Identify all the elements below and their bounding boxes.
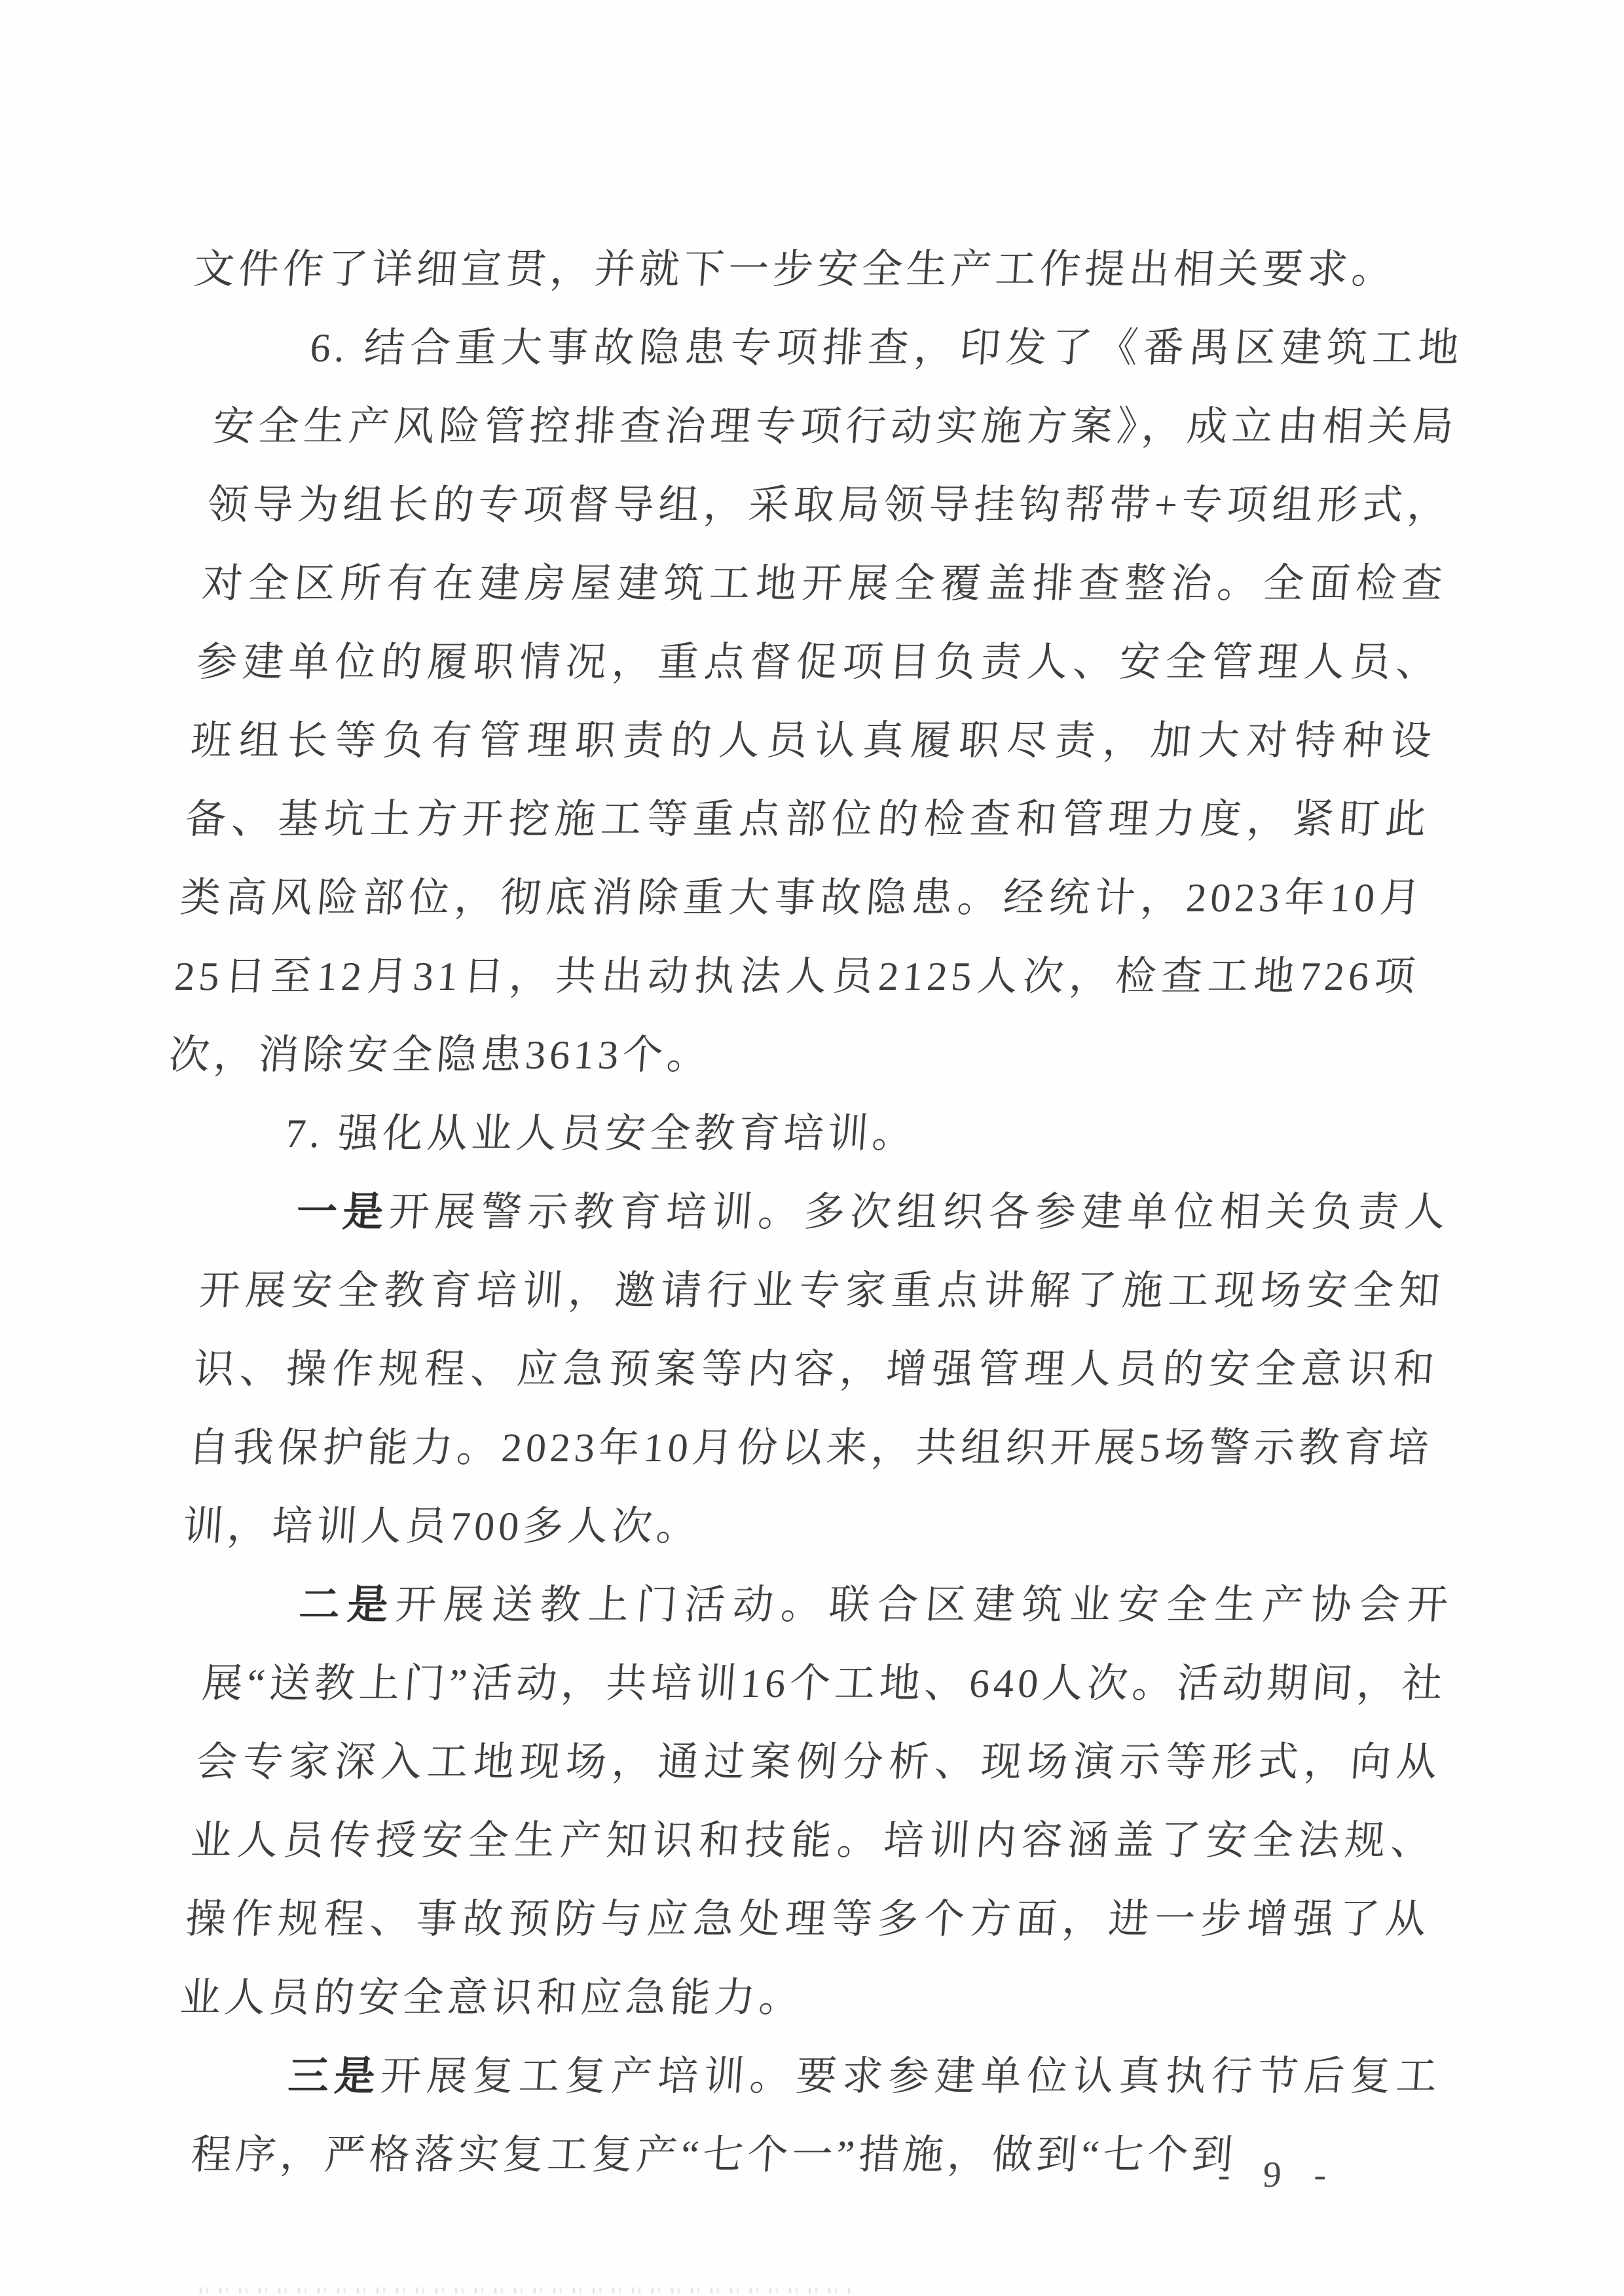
paragraph xyxy=(191,230,1441,309)
text-run: 6. 结合重大事故隐患专项排查，印发了《番禺区建筑工地安全生产风险管控排查治理专项行动实施方案》，成立由相关局领导为组长的专项督导组，采取局领导挂钩帮带+专项组形式，对全区所有在建房屋建筑工地开展全覆盖排查整治。全面检查参建单位的履职情况，重点督促项目负责人、安全管理人员、班组长等负有管理职责的人员认真履职尽责，加大对特种设备、基坑土方开挖施工等重点部位的检查和管理力度，紧盯此类高风险部位，彻底消除重大事故隐患。经统计，2023年10月25日至12月31日，共出动执法人员2125人次，检查工地726项次，消除安全隐患3613个。 xyxy=(167,326,1465,1078)
page-number: - 9 - xyxy=(1217,2155,1339,2195)
emphasis-run: 一是 xyxy=(295,1190,391,1235)
text-run: 开展送教上门活动。联合区建筑业安全生产协会开展“送教上门”活动，共培训16个工地、640人次。活动期间，社会专家深入工地现场，通过案例分析、现场演示等形式，向从业人员传授安全生产知识和技能。培训内容涵盖了安全法规、操作规程、事故预防与应急处理等多个方面，进一步增强了从业人员的安全意识和应急能力。 xyxy=(178,1583,1454,2020)
text-run: 文件作了详细宣贯，并就下一步安全生产工作提出相关要求。 xyxy=(192,247,1398,292)
text-run: 开展警示教育培训。多次组织各参建单位相关负责人开展安全教育培训，邀请行业专家重点讲解了施工现场安全知识、操作规程、应急预案等内容，增强管理人员的安全意识和自我保护能力。2023年10月份以来，共组织开展5场警示教育培训，培训人员700多人次。 xyxy=(181,1190,1451,1549)
paragraph xyxy=(166,309,1466,1095)
paragraph xyxy=(191,1095,1441,1173)
emphasis-run: 二是 xyxy=(297,1583,397,1628)
bottom-cutoff-artifact xyxy=(200,2287,855,2293)
document-body xyxy=(167,230,1465,2195)
emphasis-run: 三是 xyxy=(286,2054,382,2099)
text-run: 7. 强化从业人员安全教育培训。 xyxy=(284,1112,919,1156)
paragraph xyxy=(177,1566,1454,2037)
paragraph xyxy=(180,1173,1452,1566)
text-run: 开展复工复产培训。要求参建单位认真执行节后复工程序，严格落实复工复产“七个一”措施，做到“七个到 xyxy=(189,2054,1443,2178)
